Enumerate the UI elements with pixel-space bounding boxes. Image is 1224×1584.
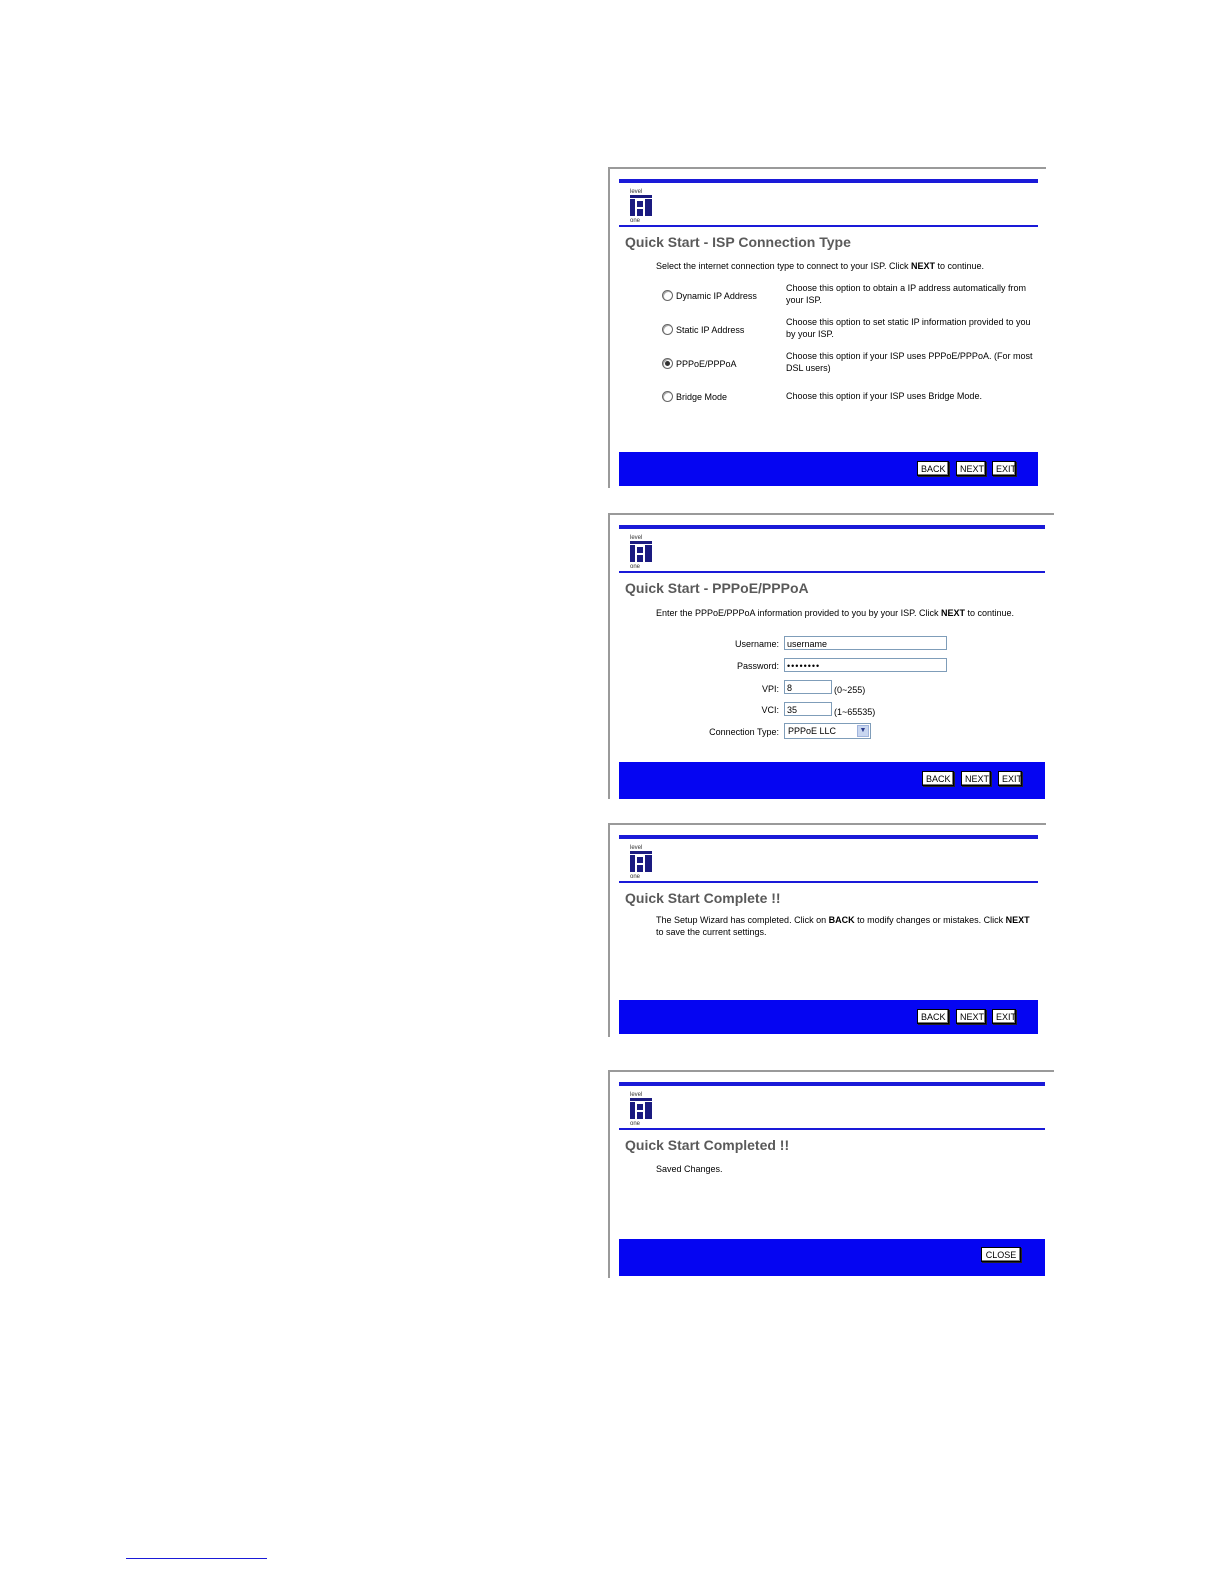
page-title: Quick Start Complete !! [625,890,781,906]
isp-connection-type-panel [608,167,1046,488]
connection-type-label: Connection Type: [709,727,779,737]
vci-input[interactable]: 35 [784,702,832,716]
connection-type-value: PPPoE LLC [788,726,837,736]
pppoe-pppoa-panel [608,513,1054,799]
exit-button[interactable]: EXIT [998,771,1022,786]
footnote-separator [126,1558,267,1559]
levelone-logo [628,1090,654,1126]
radio-dynamic-ip[interactable] [662,290,673,301]
saved-changes-text: Saved Changes. [656,1164,723,1174]
password-input[interactable]: •••••••• [784,658,947,672]
header-top-line [619,835,1038,839]
vpi-label: VPI: [761,684,779,694]
username-label: Username: [734,639,779,649]
completion-text-line-2: to save the current settings. [656,927,767,937]
logo-top-text: level [630,845,643,851]
chevron-down-icon[interactable]: ▼ [857,725,869,737]
button-bar [619,1239,1045,1276]
radio-bridge-mode[interactable] [662,391,673,402]
completion-text-line-1: The Setup Wizard has completed. Click on BACK to modify changes or mistakes. Click NEXT [656,915,1030,925]
close-button[interactable]: CLOSE [981,1247,1021,1262]
header-top-line [619,179,1038,183]
next-button[interactable]: NEXT [956,1009,986,1024]
next-button[interactable]: NEXT [961,771,991,786]
exit-button[interactable]: EXIT [992,1009,1016,1024]
back-button[interactable]: BACK [917,1009,949,1024]
exit-button[interactable]: EXIT [992,461,1016,476]
logo-top-text: level [630,535,643,541]
quick-start-completed-panel [608,1070,1054,1278]
logo-top-text: level [630,1092,643,1098]
button-bar [619,762,1045,799]
logo-top-text: level [630,189,643,195]
username-input[interactable]: username [784,636,947,650]
option-label-bridge-mode: Bridge Mode [676,392,728,402]
page-title: Quick Start Completed !! [625,1137,790,1153]
header-top-line [619,525,1045,529]
instruction-text: Select the internet connection type to connect to your ISP. Click NEXT to continue. [656,261,985,271]
logo-bottom-text: one [630,1121,641,1126]
page-title: Quick Start - ISP Connection Type [625,234,851,250]
logo-bottom-text: one [630,874,641,879]
vpi-input[interactable]: 8 [784,680,832,694]
logo-bottom-text: one [630,218,641,223]
vci-label: VCI: [761,705,779,715]
button-bar [619,452,1038,486]
header-top-line [619,1082,1045,1086]
quick-start-complete-panel [608,823,1046,1037]
radio-static-ip[interactable] [662,324,673,335]
header-bottom-line [619,1128,1045,1130]
levelone-logo [628,187,654,223]
option-label-dynamic-ip: Dynamic IP Address [676,291,757,301]
option-desc-pppoe-pppoa: Choose this option if your ISP uses PPPoE/PPPoA. (For most DSL users) [786,351,1033,373]
option-desc-bridge-mode: Choose this option if your ISP uses Bridge Mode. [786,391,982,401]
page-title: Quick Start - PPPoE/PPPoA [625,580,809,596]
option-label-pppoe-pppoa: PPPoE/PPPoA [676,359,737,369]
vci-range-hint: (1~65535) [834,707,876,717]
instruction-text: Enter the PPPoE/PPPoA information provided to you by your ISP. Click NEXT to continue. [656,608,1015,618]
connection-type-select[interactable] [784,723,871,739]
header-bottom-line [619,225,1038,227]
option-desc-static-ip: Choose this option to set static IP information provided to you by your ISP. [786,317,1031,339]
back-button[interactable]: BACK [922,771,954,786]
header-bottom-line [619,571,1045,573]
logo-bottom-text: one [630,564,641,569]
password-label: Password: [736,661,779,671]
header-bottom-line [619,881,1038,883]
levelone-logo [628,843,654,879]
button-bar [619,1000,1038,1034]
next-button[interactable]: NEXT [956,461,986,476]
option-desc-dynamic-ip: Choose this option to obtain a IP address automatically from your ISP. [786,283,1026,305]
vpi-range-hint: (0~255) [834,685,866,695]
radio-pppoe-pppoa[interactable] [662,358,673,369]
back-button[interactable]: BACK [917,461,949,476]
option-label-static-ip: Static IP Address [676,325,745,335]
levelone-logo [628,533,654,569]
